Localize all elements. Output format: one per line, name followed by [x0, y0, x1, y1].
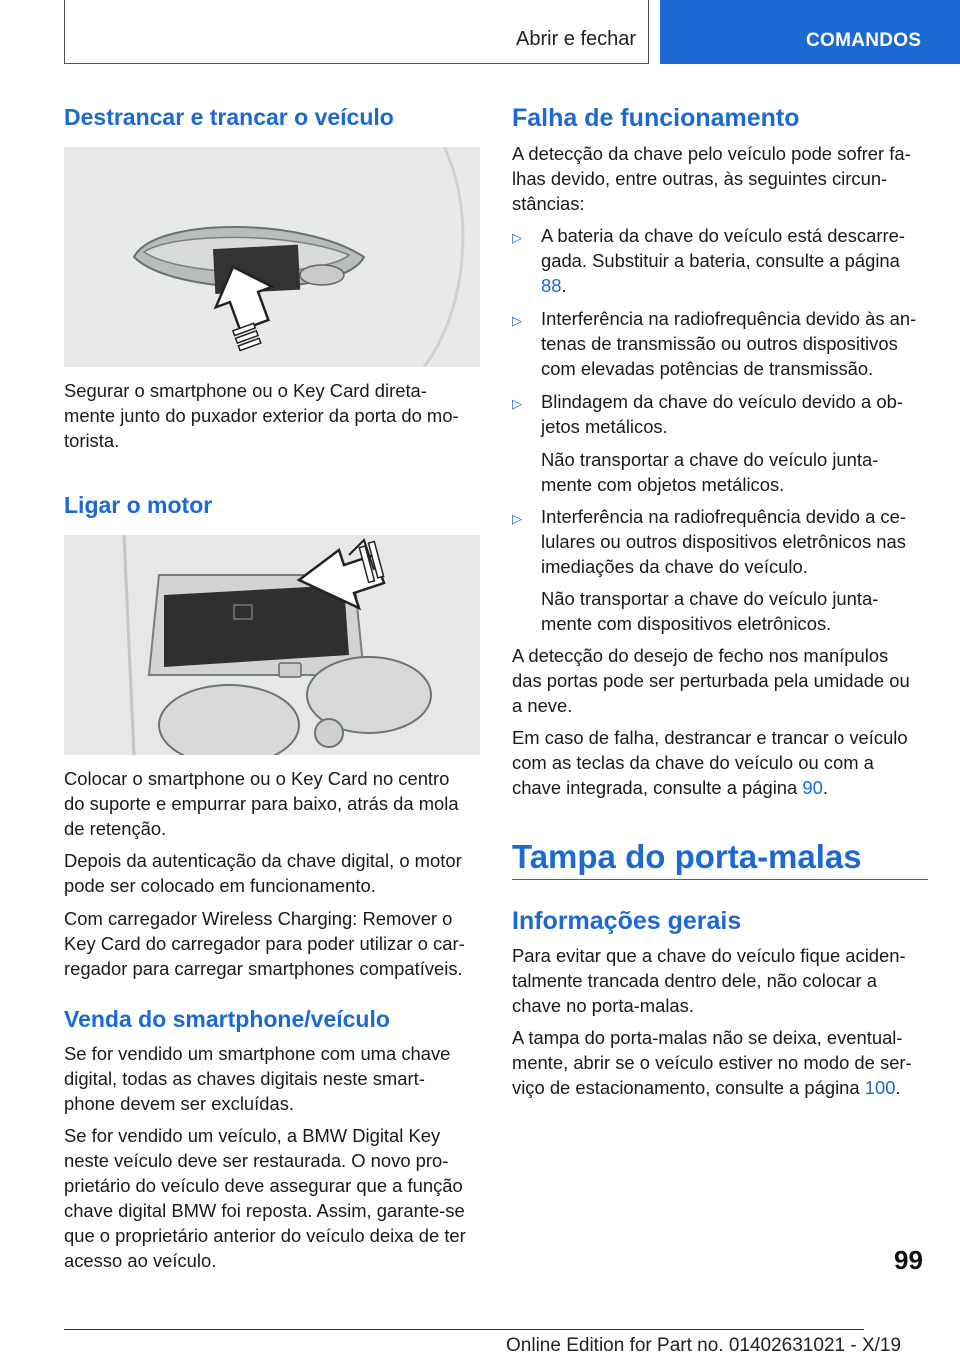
list-item: Blindagem da chave do veículo devido a ob- jetos metálicos.	[541, 391, 903, 437]
paragraph: Segurar o smartphone ou o Key Card direta- mente junto do puxador exterior da porta do mo- torista.	[64, 380, 459, 451]
list-item: A bateria da chave do veículo está descarre- gada. Substituir a bateria, consulte a página 88.	[541, 225, 905, 296]
list-item-note: Não transportar a chave do veículo junta- mente com dispositivos eletrônicos.	[541, 588, 879, 634]
list-item: Interferência na radiofrequência devido a ce- lulares ou outros dispositivos eletrônicos nas imediações da chave do veículo.	[541, 506, 906, 577]
heading-ligar-motor: Ligar o motor	[64, 492, 213, 518]
paragraph: Se for vendido um smartphone com uma chave digital, todas as chaves digitais neste smart- phone devem ser excluídas.	[64, 1043, 451, 1114]
paragraph: A detecção do desejo de fecho nos manípulos das portas pode ser perturbada pela umidade ou a neve.	[512, 645, 910, 716]
bullet-triangle-icon: ▷	[512, 230, 522, 245]
bullet-triangle-icon: ▷	[512, 511, 522, 526]
list-item-note: Não transportar a chave do veículo junta- mente com objetos metálicos.	[541, 449, 879, 495]
section-divider	[512, 879, 928, 880]
header-section-title: Abrir e fechar	[516, 28, 637, 50]
door-handle-icon	[64, 147, 480, 367]
bullet-triangle-icon: ▷	[512, 396, 522, 411]
paragraph: Para evitar que a chave do veículo fique aciden- talmente trancada dentro dele, não colocar a chave no porta-malas.	[512, 945, 906, 1016]
cupholder-illustration	[64, 535, 480, 755]
paragraph: A detecção da chave pelo veículo pode sofrer fa- lhas devido, entre outras, às seguintes circun- stâncias:	[512, 143, 911, 214]
paragraph: Colocar o smartphone ou o Key Card no centro do suporte e empurrar para baixo, atrás da mola de retenção.	[64, 768, 459, 839]
heading-falha: Falha de funcionamento	[512, 104, 800, 132]
bullet-triangle-icon: ▷	[512, 313, 522, 328]
page-link[interactable]: 100	[864, 1077, 896, 1098]
page-link[interactable]: 90	[802, 777, 823, 798]
header-chapter-title: COMANDOS	[806, 30, 922, 51]
heading-venda: Venda do smartphone/veículo	[64, 1006, 390, 1032]
footer-edition: Online Edition for Part no. 01402631021 - X/19	[506, 1335, 902, 1356]
heading-informacoes: Informações gerais	[512, 907, 742, 935]
door-handle-illustration	[64, 147, 480, 367]
key-card-holder-icon	[64, 535, 480, 755]
list-item: Interferência na radiofrequência devido às an- tenas de transmissão ou outros dispositivos com elevadas potências de transmissão.	[541, 308, 917, 379]
page-link[interactable]: 88	[541, 275, 562, 296]
section-title: Tampa do porta-malas	[512, 838, 862, 875]
footer-divider	[64, 1329, 864, 1330]
paragraph: Se for vendido um veículo, a BMW Digital Key neste veículo deve ser restaurada. O novo pro- prietário do veículo deve assegurar que a função chave digital BMW foi reposta. Assim, garante-se que o proprietário anterior do veículo deixa de ter acesso ao veículo.	[64, 1125, 466, 1271]
heading-destrancar: Destrancar e trancar o veículo	[64, 104, 394, 130]
paragraph: A tampa do porta-malas não se deixa, eventual- mente, abrir se o veículo estiver no modo de ser- viço de estacionamento, consulte a página 100.	[512, 1027, 912, 1098]
paragraph: Depois da autenticação da chave digital, o motor pode ser colocado em funcionamento.	[64, 850, 462, 896]
page-number: 99	[894, 1245, 923, 1275]
paragraph: Com carregador Wireless Charging: Remover o Key Card do carregador para poder utilizar o car- regador para carregar smartphones compatíveis.	[64, 908, 465, 979]
paragraph: Em caso de falha, destrancar e trancar o veículo com as teclas da chave do veículo ou com a chave integrada, consulte a página 90.	[512, 727, 908, 798]
